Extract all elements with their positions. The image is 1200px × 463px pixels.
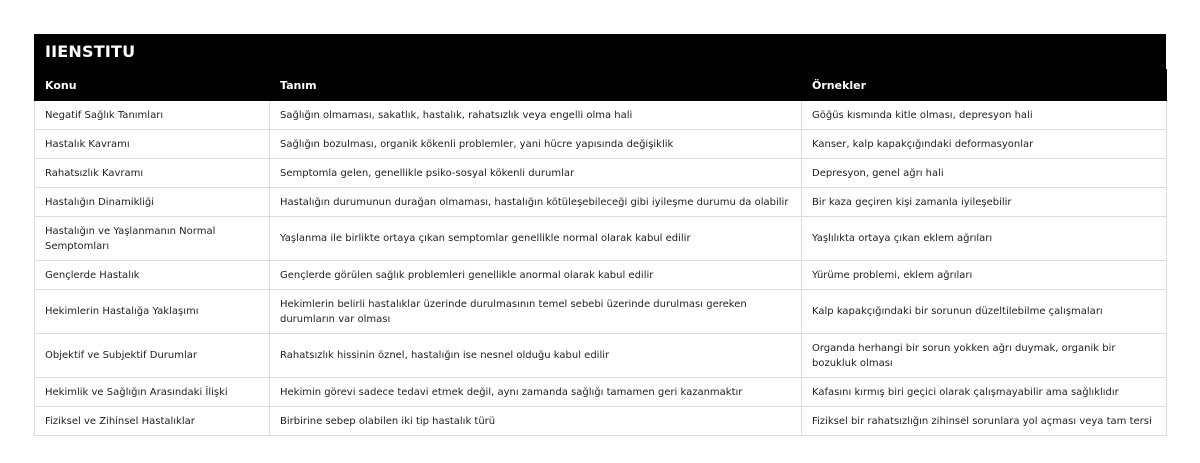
- cell-ornekler: Yaşlılıkta ortaya çıkan eklem ağrıları: [802, 217, 1167, 261]
- column-header-konu: Konu: [35, 70, 270, 101]
- cell-ornekler: Bir kaza geçiren kişi zamanla iyileşebilir: [802, 188, 1167, 217]
- table-row: [35, 261, 1167, 290]
- cell-tanim: Hekimlerin belirli hastalıklar üzerinde durulmasının temel sebebi üzerinde durulması gereken durumların var olması: [270, 290, 802, 334]
- cell-tanim: Birbirine sebep olabilen iki tip hastalık türü: [270, 407, 802, 436]
- cell-ornekler: Kalp kapakçığındaki bir sorunun düzeltilebilme çalışmaları: [802, 290, 1167, 334]
- table-card: [34, 34, 1166, 436]
- table-header-row: [35, 70, 1167, 101]
- cell-tanim: Yaşlanma ile birlikte ortaya çıkan semptomlar genellikle normal olarak kabul edilir: [270, 217, 802, 261]
- table-row: [35, 101, 1167, 130]
- cell-konu: Hastalık Kavramı: [35, 130, 270, 159]
- cell-konu: Hekimlik ve Sağlığın Arasındaki İlişki: [35, 378, 270, 407]
- column-header-ornekler: Örnekler: [802, 70, 1167, 101]
- cell-tanim: Hekimin görevi sadece tedavi etmek değil, aynı zamanda sağlığı tamamen geri kazanmaktır: [270, 378, 802, 407]
- cell-konu: Objektif ve Subjektif Durumlar: [35, 334, 270, 378]
- cell-ornekler: Kafasını kırmış biri geçici olarak çalışmayabilir ama sağlıklıdır: [802, 378, 1167, 407]
- table-row: [35, 407, 1167, 436]
- cell-tanim: Rahatsızlık hissinin öznel, hastalığın ise nesnel olduğu kabul edilir: [270, 334, 802, 378]
- cell-konu: Hastalığın Dinamikliği: [35, 188, 270, 217]
- cell-tanim: Gençlerde görülen sağlık problemleri genellikle anormal olarak kabul edilir: [270, 261, 802, 290]
- column-header-tanim: Tanım: [270, 70, 802, 101]
- table-row: [35, 159, 1167, 188]
- cell-tanim: Sağlığın olmaması, sakatlık, hastalık, rahatsızlık veya engelli olma hali: [270, 101, 802, 130]
- cell-ornekler: Fiziksel bir rahatsızlığın zihinsel sorunlara yol açması veya tam tersi: [802, 407, 1167, 436]
- cell-konu: Negatif Sağlık Tanımları: [35, 101, 270, 130]
- cell-konu: Rahatsızlık Kavramı: [35, 159, 270, 188]
- cell-ornekler: Kanser, kalp kapakçığındaki deformasyonlar: [802, 130, 1167, 159]
- table-row: [35, 188, 1167, 217]
- cell-tanim: Semptomla gelen, genellikle psiko-sosyal kökenli durumlar: [270, 159, 802, 188]
- table-row: [35, 290, 1167, 334]
- data-table: [34, 69, 1167, 436]
- cell-konu: Gençlerde Hastalık: [35, 261, 270, 290]
- cell-ornekler: Depresyon, genel ağrı hali: [802, 159, 1167, 188]
- table-row: [35, 378, 1167, 407]
- cell-konu: Fiziksel ve Zihinsel Hastalıklar: [35, 407, 270, 436]
- cell-konu: Hastalığın ve Yaşlanmanın Normal Semptomları: [35, 217, 270, 261]
- cell-ornekler: Yürüme problemi, eklem ağrıları: [802, 261, 1167, 290]
- cell-konu: Hekimlerin Hastalığa Yaklaşımı: [35, 290, 270, 334]
- cell-ornekler: Organda herhangi bir sorun yokken ağrı duymak, organik bir bozukluk olması: [802, 334, 1167, 378]
- table-row: [35, 334, 1167, 378]
- table-row: [35, 217, 1167, 261]
- table-row: [35, 130, 1167, 159]
- cell-ornekler: Göğüs kısmında kitle olması, depresyon hali: [802, 101, 1167, 130]
- brand-header: IIENSTITU: [34, 34, 1166, 69]
- cell-tanim: Sağlığın bozulması, organik kökenli problemler, yani hücre yapısında değişiklik: [270, 130, 802, 159]
- cell-tanim: Hastalığın durumunun durağan olmaması, hastalığın kötüleşebileceği gibi iyileşme durumu da olabilir: [270, 188, 802, 217]
